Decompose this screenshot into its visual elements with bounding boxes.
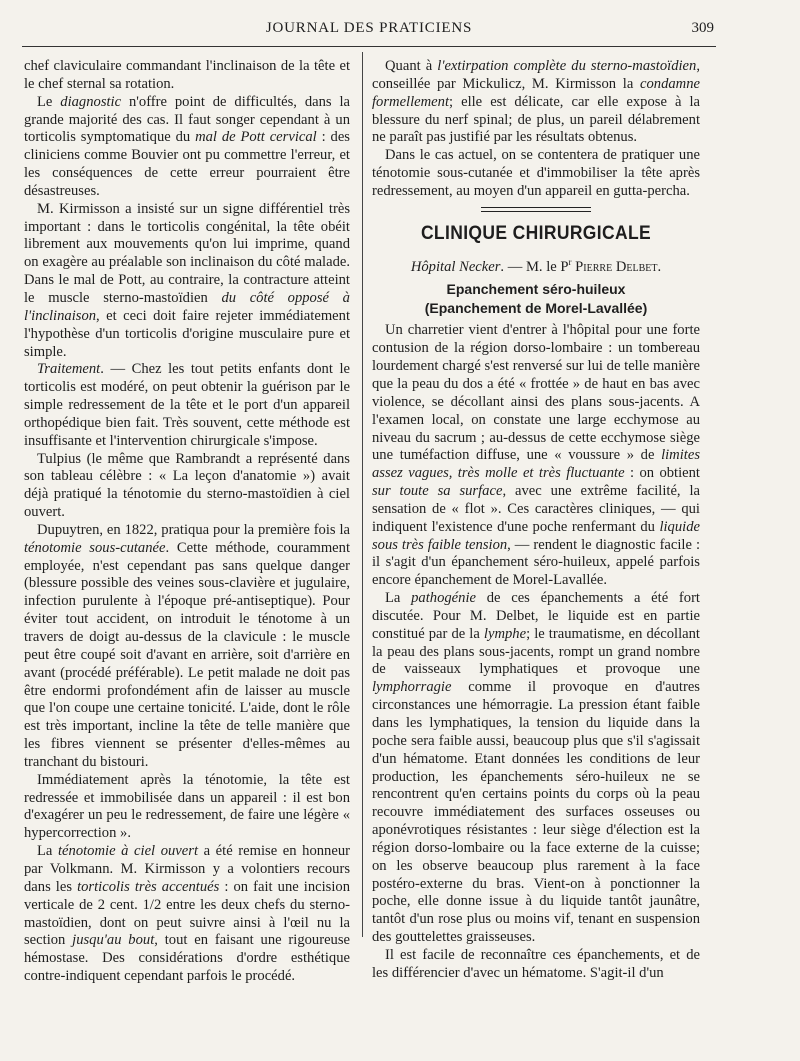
- paragraph: chef claviculaire commandant l'inclinaison de la tête et le chef sternal sa rotation.: [24, 58, 350, 92]
- paragraph-kirmisson-sign: M. Kirmisson a insisté sur un signe différentiel très important : dans le torticolis congénital, la tête obéit librement aux mouvements qu'on lui imprime, quand on exagère au préalable son inclinaison du côté malade. Dans le mal de Pott, au contraire, la contracture atteint le muscle sterno-mastoïdien du côté opposé à l'inclinaison, et ceci doit faire rejeter immédiatement l'hypothèse d'un torticolis d'origine musculaire pure et simple.: [24, 200, 350, 360]
- paragraph-diagnostic: Le diagnostic n'offre point de difficultés, dans la grande majorité des cas. Il faut songer cependant à un torticolis symptomatique du mal de Pott cervical : des cliniciens comme Bouvier ont pu commettre l'erreur, et les conséquences de cette erreur pourraient être désastreuses.: [24, 93, 351, 199]
- paragraph-tenotomie: Immédiatement après la ténotomie, la tête est redressée et immobilisée dans un appareil : il est bon d'exagérer un peu le redressement, de faire une légère « hypercorrection ».: [24, 771, 350, 842]
- paragraph-reconnaitre: Il est facile de reconnaître ces épanchements, et de les différencier d'avec un hématome. S'agit-il d'un: [372, 946, 700, 981]
- right-column: [372, 58, 700, 983]
- article-title: Epanchement séro-huileux (Epanchement de Morel-Lavallée): [424, 281, 648, 317]
- paragraph-charretier: Un charretier vient d'entrer à l'hôpital pour une forte contusion de la région dorso-lombaire : un tombereau lourdement chargé s'est renversé sur lui de telle manière que la peau du dos a été « frottée » de haut en bas avec violence, se décollant ainsi des plans sous-jacents. A l'examen local, on constate une large ecchymose au niveau du sacrum ; au-dessus de cette ecchymose siège une tuméfaction diffuse, une « voussure » de limites assez vagues, très molle et très fluctuante : on obtient sur toute sa surface, avec une extrême facilité, la sensation de « flot ». Ces caractères cliniques, — qui indiquent l'existence d'une poche renfermant du liquide sous très faible tension, — rendent le diagnostic facile : il s'agit d'un épanchement séro-huileux, appelé parfois encore épanchement de Morel-Lavallée.: [372, 322, 700, 589]
- header-rule: [22, 46, 716, 47]
- paragraph-cas-actuel: Dans le cas actuel, on se contentera de pratiquer une ténotomie sous-cutanée et d'immobiliser la tête après redressement, au moyen d'un appareil en gutta-percha.: [372, 147, 700, 199]
- paragraph-tulpius: Tulpius (le même que Rambrandt a représenté dans son tableau célèbre : « La leçon d'anatomie ») avait déjà pratiqué la ténotomie du sterno-mastoïdien à ciel ouvert.: [24, 450, 350, 521]
- running-title: JOURNAL DES PRATICIENS: [265, 20, 473, 36]
- page-header: [24, 14, 714, 44]
- paragraph-traitement: Traitement. — Chez les tout petits enfants dont le torticolis est modéré, on peut obtenir la guérison par le simple redressement de la tête et le port d'un appareil orthopédique bien fait. Très souvent, cette méthode est insuffisante et l'intervention chirurgicale s'impose.: [24, 361, 350, 449]
- paragraph-dupuytren: Dupuytren, en 1822, pratiqua pour la première fois la ténotomie sous-cutanée. Cette méthode, couramment employée, n'est cependant pas sans quelque danger (blessure possible des veines sous-clavière et jugulaire, infection purulente à l'époque pré-antiseptique). Pour éviter tout accident, on introduit le ténotome à un travers de doigt au-dessus de la clavicule : le muscle peut être coupé soit d'avant en arrière, soit d'arrière en avant (procédé préférable). Le petit malade ne doit pas être endormi profondément afin de laisser au muscle que l'on coupe une certaine tonicité. L'aide, dont le rôle est très important, incline la tête de telle manière que les fibres viennent se présenter d'elles-mêmes au tranchant du bistouri.: [24, 521, 350, 770]
- section-title: CLINIQUE CHIRURGICALE: [420, 222, 652, 244]
- paragraph-extirpation: Quant à l'extirpation complète du sterno-mastoïdien, conseillée par Mickulicz, M. Kirmisson la condamne formellement; elle est délicate, car elle expose à la blessure du nerf spinal; de plus, un pareil délabrement ne paraît pas justifié par les résultats obtenus.: [372, 58, 700, 146]
- left-column: [24, 58, 350, 986]
- paragraph-pathogenie: La pathogénie de ces épanchements a été fort discutée. Pour M. Delbet, le liquide est en partie constitué par de la lymphe; le traumatisme, en décollant la peau des plans sous-jacents, rompt un grand nombre de vaisseaux lymphatiques et provoque une lymphorragie comme il provoque en d'autres circonstances une hémorragie. La pression étant faible dans les lymphatiques, la tension du liquide dans la poche sera faible aussi, beaucoup plus que s'il s'agissait d'un hématome. Etant données les conditions de leur production, les épanchements séro-huileux ne se rencontrent qu'en certains points du corps où la peau recouvre immédiatement des surfaces osseuses ou aponévrotiques résistantes : leur siège d'élection est la région dorso-lombaire ou la face externe de la cuisse; on les observe beaucoup plus rarement à la face postéro-externe du bras. Vient-on à ponctionner la poche, elle donne issue à du liquide tantôt jaunâtre, tantôt d'un rose plus ou moins vif, tenant en suspension des gouttelettes graisseuses.: [372, 590, 700, 946]
- paragraph-ciel-ouvert: La ténotomie à ciel ouvert a été remise en honneur par Volkmann. M. Kirmisson y a volontiers recours dans les torticolis très accentués : on fait une incision verticale de 2 cent. 1/2 entre les deux chefs du sterno-mastoïdien, dont on peut suivre ainsi à l'œil nu la section jusqu'au bout, tout en faisant une rigoureuse hémostase. Des considérations d'ordre esthétique contre-indiquent cependant parfois le procédé.: [24, 843, 351, 985]
- page-number: 309: [691, 20, 714, 36]
- section-separator: [481, 207, 591, 212]
- column-divider: [362, 52, 363, 937]
- byline: Hôpital Necker. — M. le $P^r$ Pierre Delbet.: [410, 256, 662, 275]
